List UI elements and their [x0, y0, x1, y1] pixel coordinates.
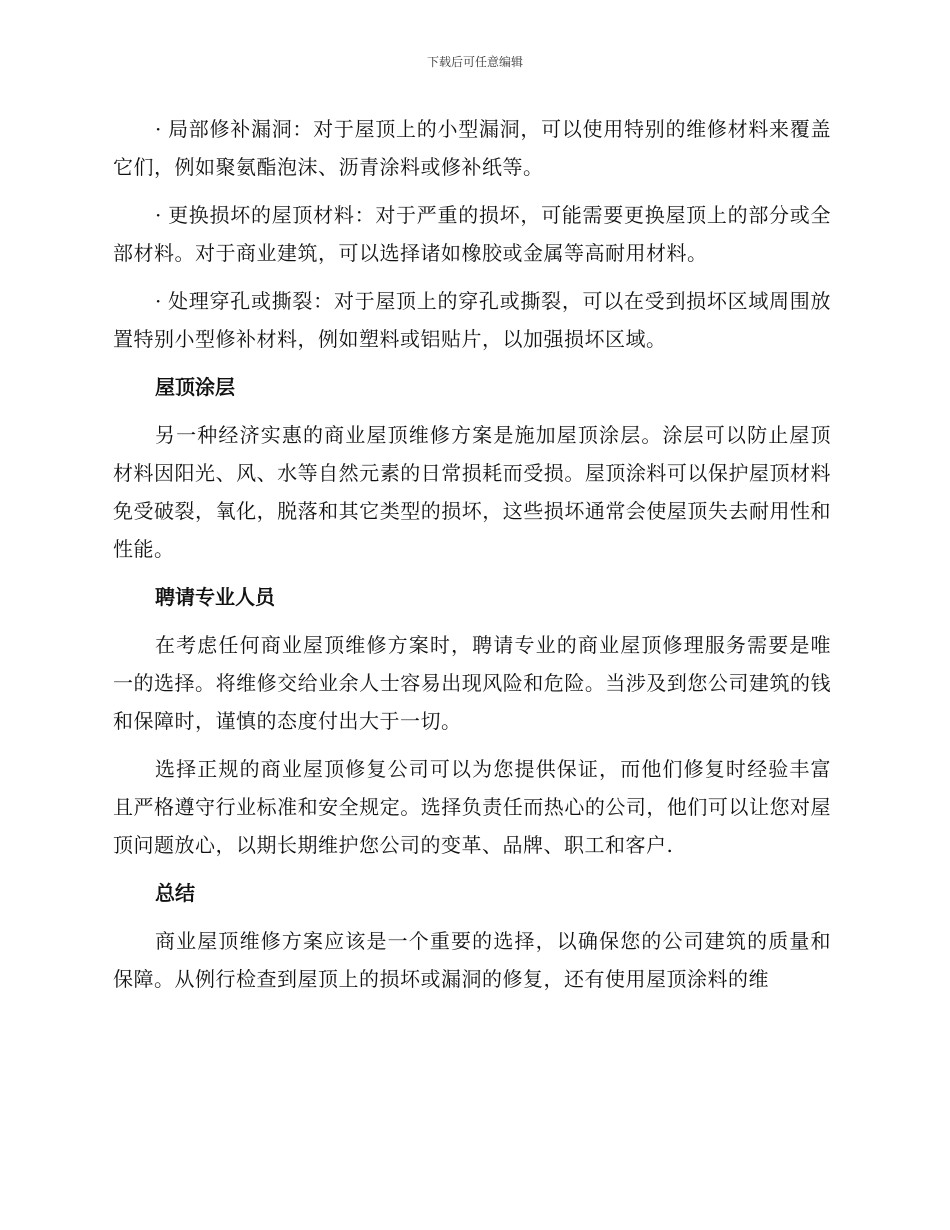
section-heading-summary: 总结 [155, 881, 195, 905]
paragraph-hire-1: 在考虑任何商业屋顶维修方案时，聘请专业的商业屋顶修理服务需要是唯一的选择。将维修交给业余人士容易出现风险和危险。当涉及到您公司建筑的钱和保障时，谨慎的态度付出大于一切。 [113, 633, 831, 733]
bullet-item-patch-leaks [113, 110, 831, 186]
bullet-mark: · [155, 289, 162, 313]
paragraph-summary: 商业屋顶维修方案应该是一个重要的选择，以确保您的公司建筑的质量和保障。从例行检查到屋顶上的损坏或漏洞的修复，还有使用屋顶涂料的维 [113, 929, 831, 991]
paragraph-hire-2: 选择正规的商业屋顶修复公司可以为您提供保证，而他们修复时经验丰富且严格遵守行业标准和安全规定。选择负责任而热心的公司，他们可以让您对屋顶问题放心，以期长期维护您公司的变革、品牌、职工和客户. [113, 757, 831, 857]
bullet-mark: · [155, 117, 162, 141]
bullet-mark: · [155, 203, 162, 227]
bullet-text: 局部修补漏洞：对于屋顶上的小型漏洞，可以使用特别的维修材料来覆盖它们，例如聚氨酯泡沫、沥青涂料或修补纸等。 [113, 117, 831, 179]
section-heading-roof-coating: 屋顶涂层 [155, 375, 235, 399]
paragraph-roof-coating: 另一种经济实惠的商业屋顶维修方案是施加屋顶涂层。涂层可以防止屋顶材料因阳光、风、水等自然元素的日常损耗而受损。屋顶涂料可以保护屋顶材料免受破裂，氧化，脱落和其它类型的损坏，这些损坏通常会使屋顶失去耐用性和性能。 [113, 423, 831, 561]
bullet-item-replace-materials [113, 196, 831, 272]
bullet-text: 更换损坏的屋顶材料：对于严重的损坏，可能需要更换屋顶上的部分或全部材料。对于商业建筑，可以选择诸如橡胶或金属等高耐用材料。 [113, 203, 831, 265]
document-body [113, 110, 831, 1008]
section-heading-hire-professionals: 聘请专业人员 [155, 585, 275, 609]
bullet-text: 处理穿孔或撕裂：对于屋顶上的穿孔或撕裂，可以在受到损坏区域周围放置特别小型修补材料，例如塑料或铝贴片，以加强损坏区域。 [113, 289, 831, 351]
page-header: 下载后可任意编辑 [426, 55, 523, 69]
bullet-item-punctures [113, 282, 831, 358]
